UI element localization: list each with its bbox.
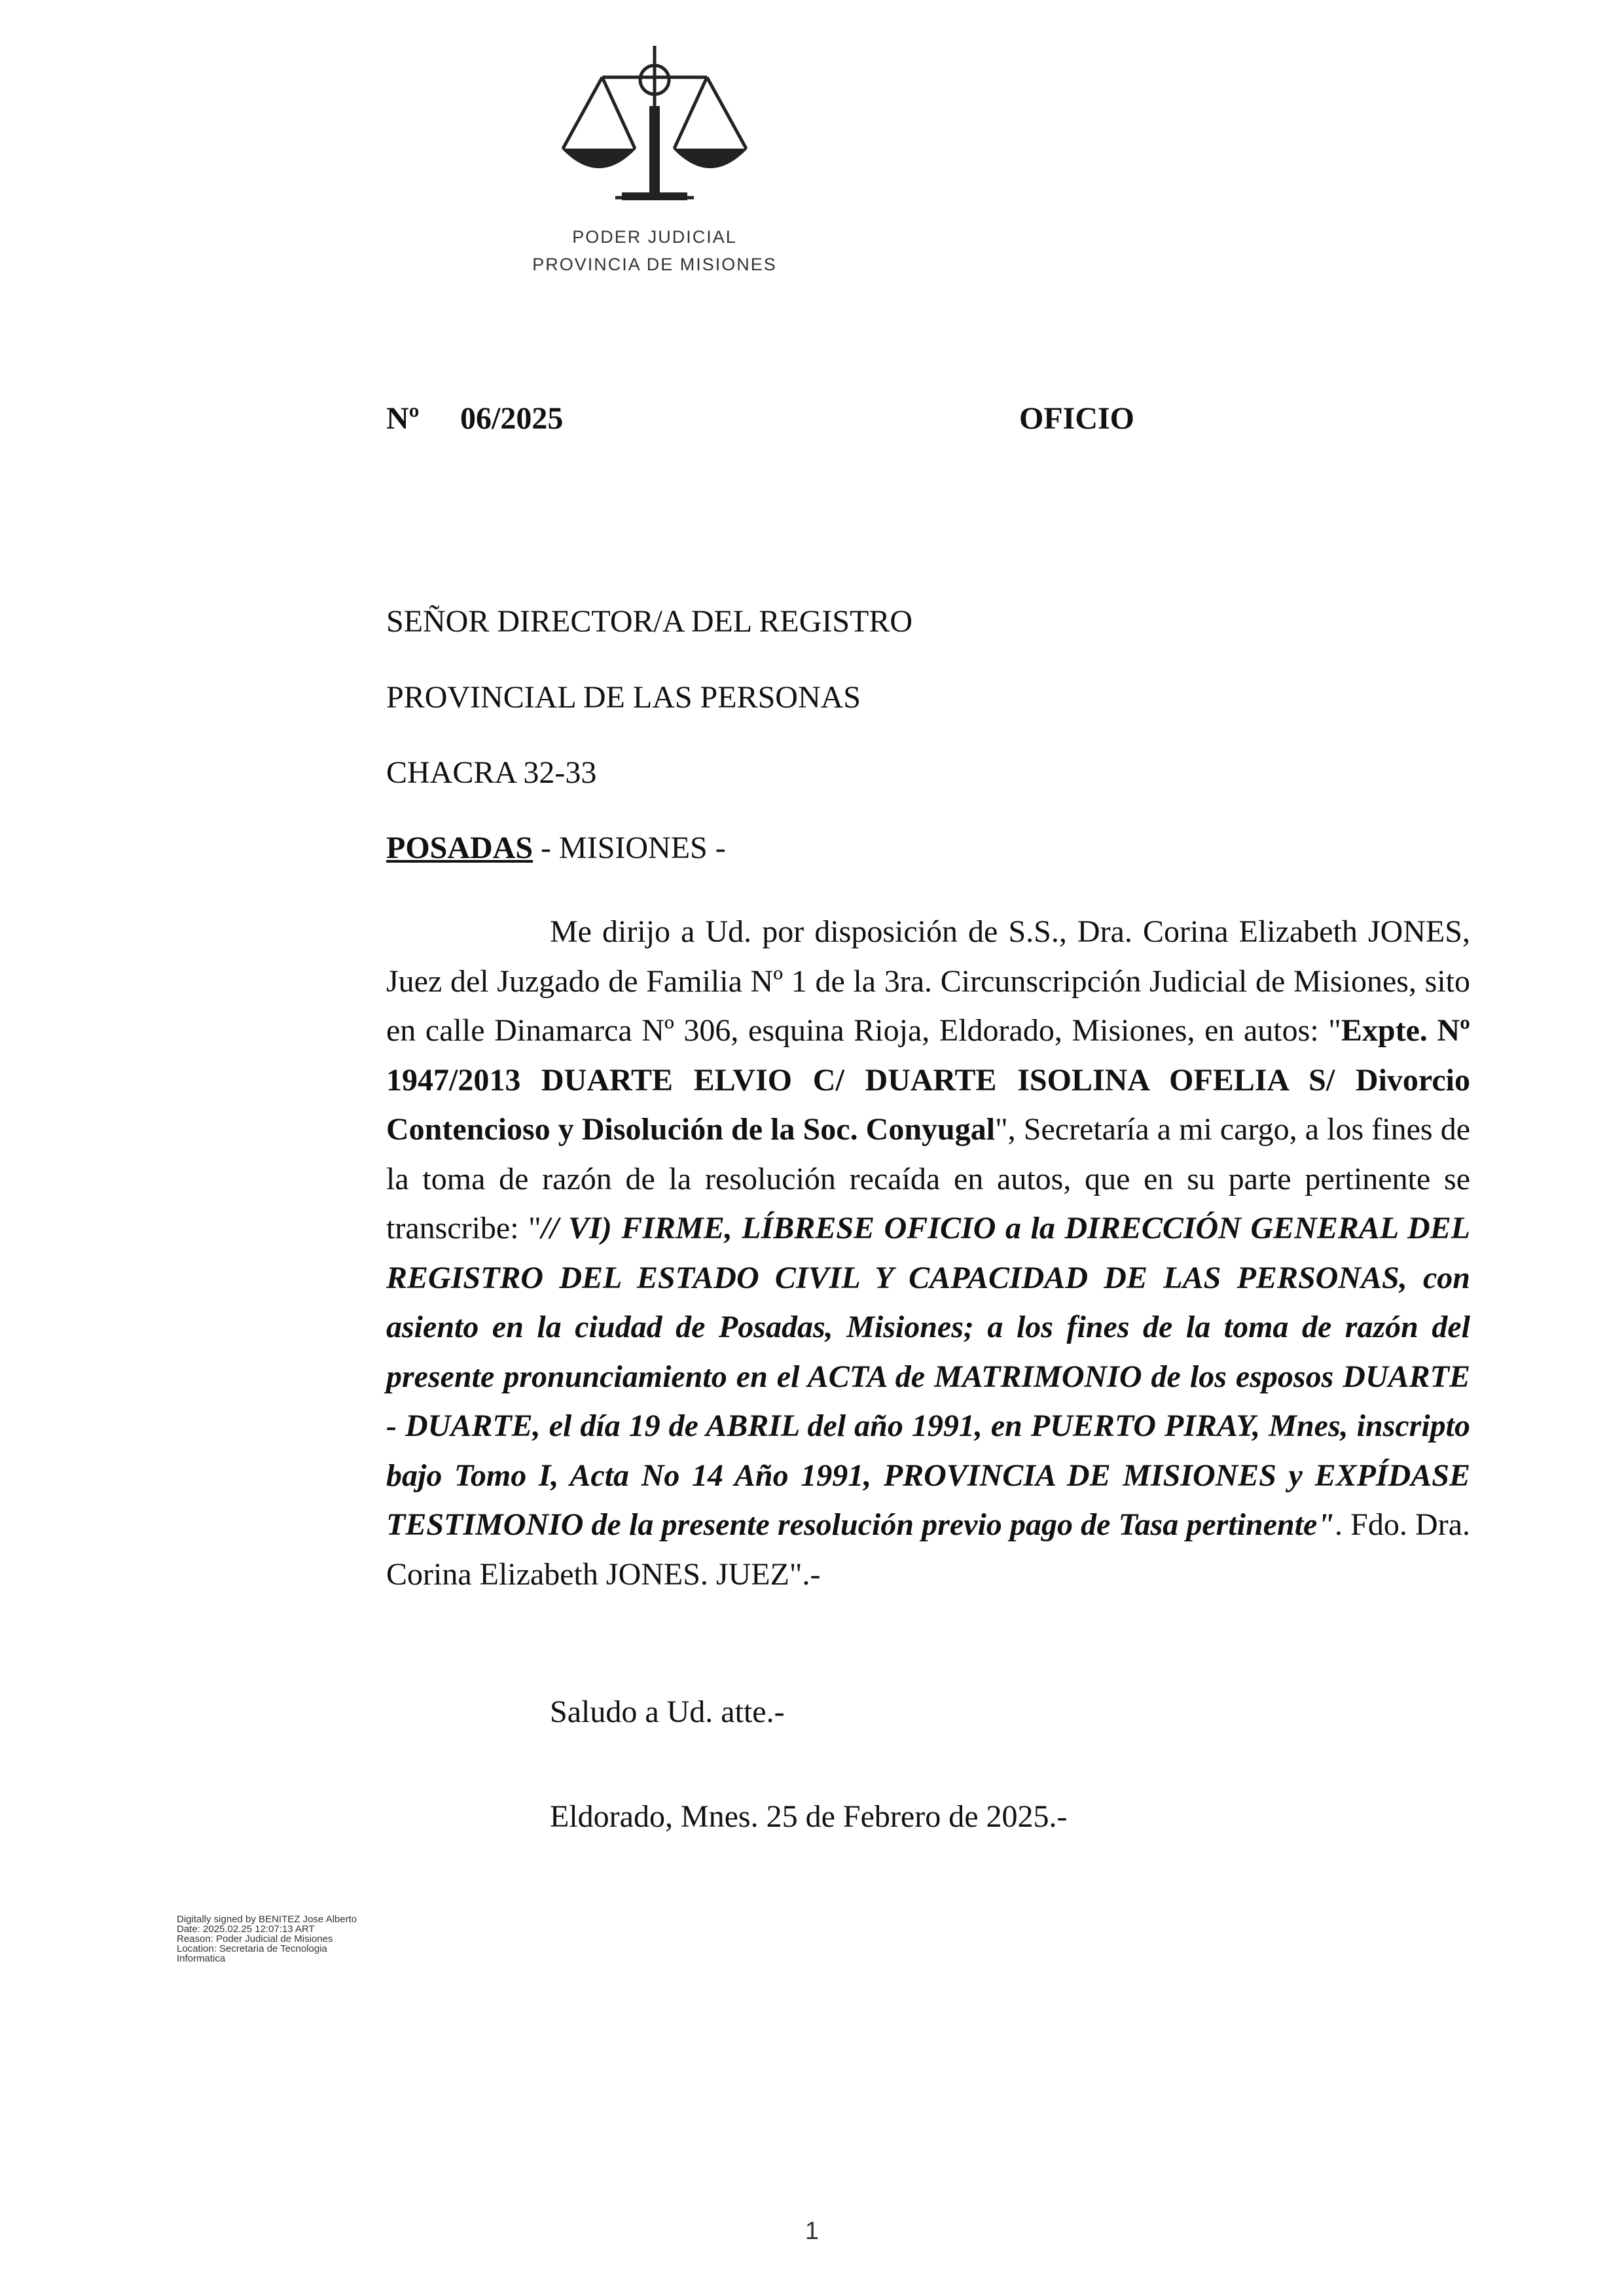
document-number-label: Nº xyxy=(386,401,420,436)
addressee-line-3: CHACRA 32-33 xyxy=(386,755,597,790)
letter-body xyxy=(386,907,1470,1599)
addressee-city: POSADAS xyxy=(386,831,533,865)
body-ending: . Fdo. Dra. Corina Elizabeth JONES. JUEZ".- xyxy=(386,1507,1470,1592)
logo-text-line-2: PROVINCIA DE MISIONES xyxy=(532,255,777,274)
document-number: 06/2025 xyxy=(460,401,564,436)
case-reference: Expte. Nº 1947/2013 DUARTE ELVIO C/ DUARTE ISOLINA OFELIA S/ Divorcio Contencioso y Disolución de la Soc. Conyugal xyxy=(386,1013,1470,1147)
body-intro: Me dirijo a Ud. por disposición de S.S., Dra. Corina Elizabeth JONES, Juez del Juzgado de Familia Nº 1 de la 3ra. Circunscripción Judicial de Misiones, sito en calle Dinamarca Nº 306, esquina Rioja, Eldorado, Misiones, en autos: " xyxy=(386,914,1470,1048)
addressee-line-1: SEÑOR DIRECTOR/A DEL REGISTRO xyxy=(386,604,913,639)
addressee-line-2: PROVINCIAL DE LAS PERSONAS xyxy=(386,680,861,715)
addressee-city-line xyxy=(386,830,726,866)
page-number: 1 xyxy=(804,2217,820,2245)
addressee-province: - MISIONES - xyxy=(533,831,726,865)
digital-signature-block xyxy=(177,1914,357,1964)
document-title: OFICIO xyxy=(1019,401,1135,436)
closing-date: Eldorado, Mnes. 25 de Febrero de 2025.- xyxy=(550,1799,1068,1834)
judicial-logo xyxy=(511,41,799,289)
scales-of-justice-icon xyxy=(543,41,766,217)
signature-line-3: Reason: Poder Judicial de Misiones xyxy=(177,1933,333,1945)
resolution-quote: // VI) FIRME, LÍBRESE OFICIO a la DIRECCIÓN GENERAL DEL REGISTRO DEL ESTADO CIVIL Y CAPACIDAD DE LAS PERSONAS, con asiento en la ciudad de Posadas, Misiones; a los fines de la toma de razón del presente pronunciamiento en el ACTA de MATRIMONIO de los esposos DUARTE - DUARTE, el día 19 de ABRIL del año 1991, en PUERTO PIRAY, Mnes, inscripto bajo Tomo I, Acta No 14 Año 1991, PROVINCIA DE MISIONES y EXPÍDASE TESTIMONIO de la presente resolución previo pago de Tasa pertinente" xyxy=(386,1211,1470,1542)
signature-line-1: Digitally signed by BENITEZ Jose Alberto xyxy=(177,1914,357,1925)
logo-text-line-1: PODER JUDICIAL xyxy=(572,227,737,247)
signature-line-4: Location: Secretaria de Tecnologia xyxy=(177,1943,327,1954)
closing-greeting: Saludo a Ud. atte.- xyxy=(550,1695,785,1729)
body-middle: ", Secretaría a mi cargo, a los fines de la toma de razón de la resolución recaída en autos, que en su parte pertinente se transcribe: " xyxy=(386,1112,1471,1246)
signature-line-5: Informatica xyxy=(177,1953,226,1964)
signature-line-2: Date: 2025.02.25 12:07:13 ART xyxy=(177,1924,315,1935)
